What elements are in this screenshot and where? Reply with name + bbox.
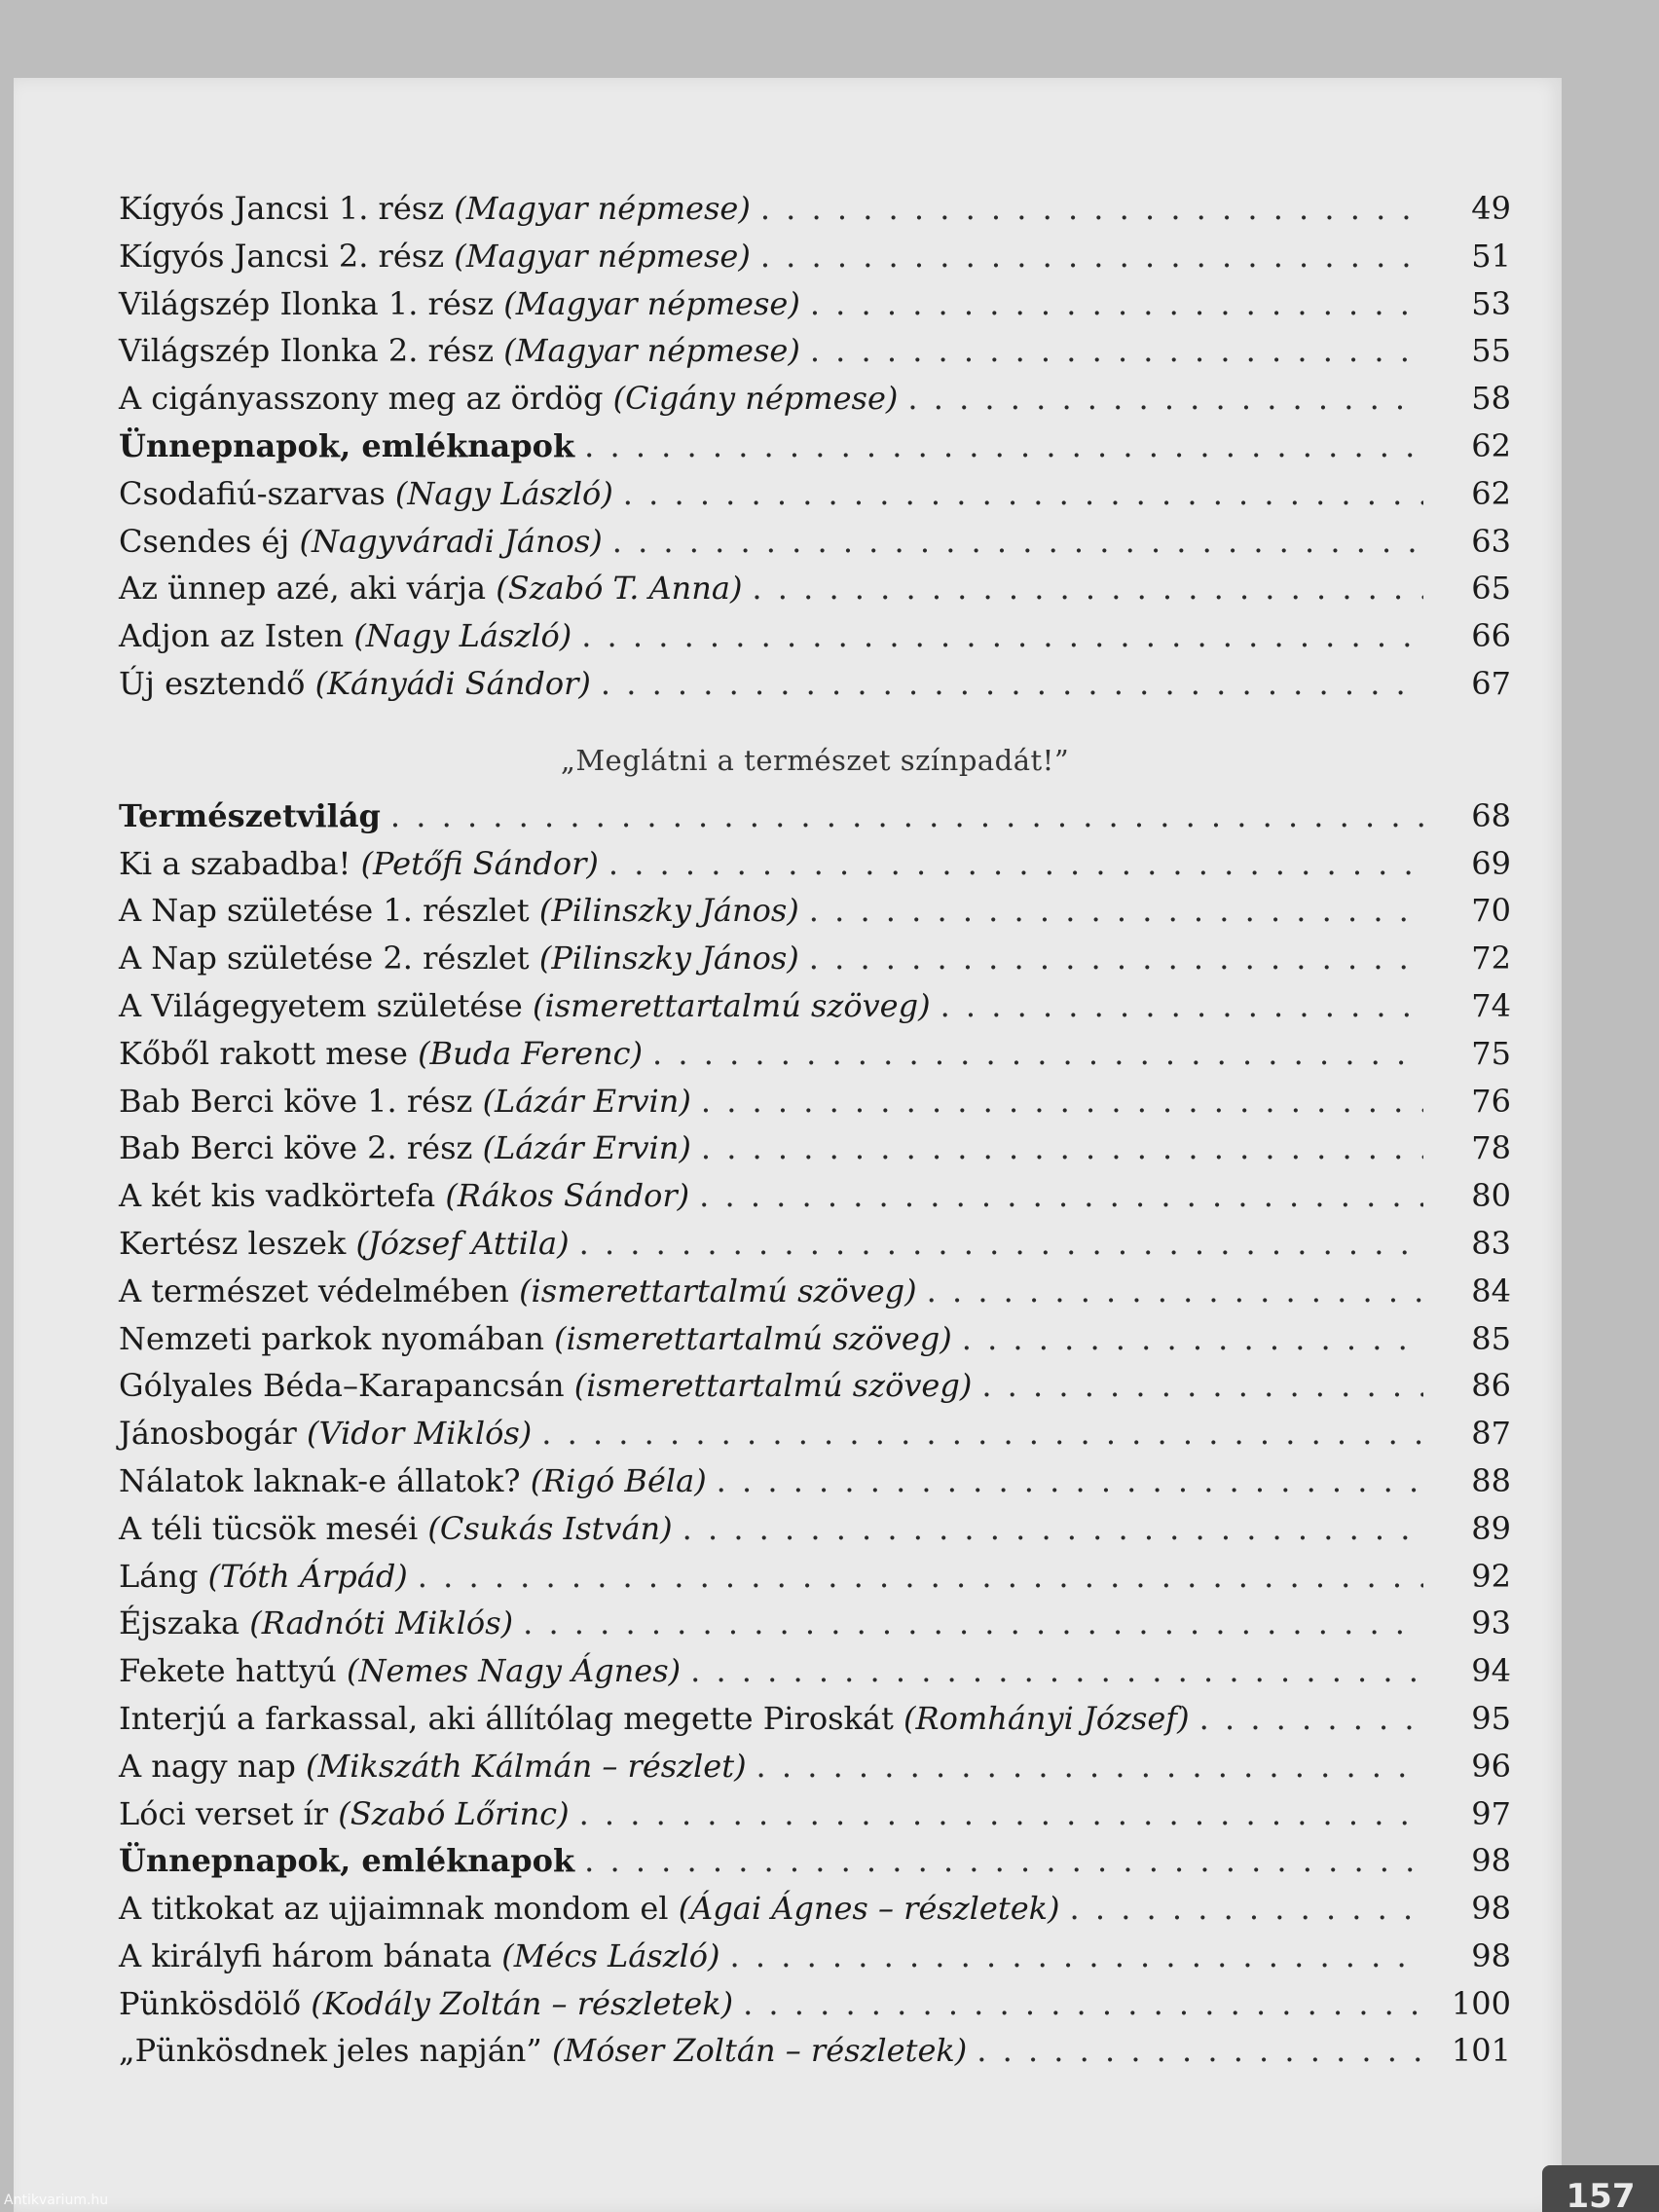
toc-entry-title bbox=[119, 1743, 747, 1790]
entry-page-number: 68 bbox=[1471, 796, 1511, 834]
entry-author: (Rigó Béla) bbox=[530, 1461, 707, 1499]
dot-leader bbox=[1199, 1695, 1423, 1743]
toc-group-2 bbox=[119, 793, 1511, 2076]
entry-author: (Nagyváradi János) bbox=[299, 522, 603, 560]
entry-page-number: 75 bbox=[1471, 1034, 1511, 1072]
toc-entry-title bbox=[119, 1220, 570, 1268]
entry-title-text: Láng bbox=[119, 1557, 208, 1595]
entry-title-text: Jánosbogár bbox=[119, 1415, 307, 1453]
page-number: 157 bbox=[1566, 2177, 1636, 2212]
toc-entry bbox=[119, 1600, 1511, 1647]
toc-entry-title bbox=[119, 1980, 733, 2028]
dot-leader bbox=[756, 1743, 1423, 1790]
toc-entry-title bbox=[119, 1362, 972, 1410]
entry-page-number: 97 bbox=[1471, 1794, 1511, 1832]
entry-author: (Radnóti Miklós) bbox=[249, 1604, 514, 1642]
dot-leader bbox=[810, 327, 1423, 375]
toc-entry-title bbox=[119, 565, 742, 612]
toc-entry-title bbox=[119, 612, 571, 660]
entry-title-text: Bab Berci köve 1. rész bbox=[119, 1082, 483, 1120]
page-number-tab bbox=[1542, 2165, 1659, 2212]
entry-title-text: A királyfi három bánata bbox=[119, 1936, 502, 1974]
dot-leader bbox=[927, 1268, 1423, 1315]
entry-title-text: Kőből rakott mese bbox=[119, 1034, 419, 1072]
toc-entry bbox=[119, 1695, 1511, 1743]
chapter-title: „Meglátni a természet színpadát!” bbox=[560, 743, 1070, 777]
dot-leader bbox=[584, 423, 1423, 470]
toc-entry-title bbox=[119, 423, 574, 470]
toc-section-heading bbox=[119, 793, 1511, 840]
entry-title-text: Az ünnep azé, aki várja bbox=[119, 570, 497, 608]
entry-title-text: Világszép Ilonka 2. rész bbox=[119, 332, 504, 370]
entry-page-number: 96 bbox=[1471, 1747, 1511, 1785]
toc-entry-title bbox=[119, 1315, 952, 1363]
entry-page-number: 95 bbox=[1471, 1699, 1511, 1737]
entry-page-number: 92 bbox=[1471, 1557, 1511, 1595]
toc-entry-title bbox=[119, 470, 613, 518]
entry-author: (Buda Ferenc) bbox=[418, 1034, 644, 1072]
entry-author: (ismerettartalmú szöveg) bbox=[573, 1367, 973, 1405]
entry-page-number: 93 bbox=[1471, 1604, 1511, 1642]
entry-page-number: 83 bbox=[1471, 1224, 1511, 1262]
entry-page-number: 100 bbox=[1451, 1984, 1511, 2022]
entry-page-number: 78 bbox=[1471, 1129, 1511, 1167]
entry-author: (Nagy László) bbox=[394, 474, 613, 512]
toc-entry bbox=[119, 470, 1511, 518]
toc-entry bbox=[119, 1980, 1511, 2028]
entry-title-text: A Világegyetem születése bbox=[119, 986, 533, 1024]
entry-title-text: Kertész leszek bbox=[119, 1224, 356, 1262]
toc-entry-title bbox=[119, 233, 751, 280]
watermark: Antikvarium.hu bbox=[4, 2193, 109, 2208]
entry-title-text: Csodafiú-szarvas bbox=[119, 474, 395, 512]
toc-entry bbox=[119, 1933, 1511, 1980]
entry-page-number: 80 bbox=[1471, 1177, 1511, 1215]
entry-author: (Magyar népmese) bbox=[454, 237, 751, 275]
toc-entry bbox=[119, 1315, 1511, 1363]
table-of-contents bbox=[119, 185, 1511, 2075]
entry-page-number: 51 bbox=[1471, 237, 1511, 275]
entry-page-number: 94 bbox=[1471, 1652, 1511, 1690]
entry-page-number: 63 bbox=[1471, 522, 1511, 560]
toc-entry-title bbox=[119, 1790, 570, 1838]
entry-author: (Mikszáth Kálmán – részlet) bbox=[306, 1747, 747, 1785]
toc-entry-title bbox=[119, 1410, 532, 1457]
toc-entry bbox=[119, 565, 1511, 612]
dot-leader bbox=[601, 660, 1423, 708]
entry-author: (Ágai Ágnes – részletek) bbox=[678, 1890, 1060, 1928]
toc-entry bbox=[119, 2027, 1511, 2075]
entry-author: (ismerettartalmú szöveg) bbox=[519, 1272, 917, 1309]
toc-entry bbox=[119, 1268, 1511, 1315]
dot-leader bbox=[701, 1078, 1423, 1125]
entry-page-number: 101 bbox=[1451, 2032, 1511, 2070]
dot-leader bbox=[682, 1505, 1423, 1553]
entry-title-text: Ünnepnapok, emléknapok bbox=[119, 426, 575, 464]
dot-leader bbox=[962, 1315, 1423, 1363]
entry-author: (Pilinszky János) bbox=[538, 940, 799, 977]
dot-leader bbox=[701, 1124, 1423, 1172]
entry-title-text: A téli tücsök meséi bbox=[119, 1509, 428, 1547]
toc-entry-title bbox=[119, 1268, 917, 1315]
entry-title-text: A természet védelmében bbox=[119, 1272, 520, 1309]
toc-entry bbox=[119, 1505, 1511, 1553]
dot-leader bbox=[977, 2027, 1423, 2075]
dot-leader bbox=[810, 280, 1423, 328]
entry-title-text: Kígyós Jancsi 2. rész bbox=[119, 237, 455, 275]
entry-title-text: A nagy nap bbox=[119, 1747, 307, 1785]
toc-entry-title bbox=[119, 1172, 689, 1220]
dot-leader bbox=[690, 1647, 1423, 1695]
toc-entry-title bbox=[119, 935, 799, 982]
entry-page-number: 98 bbox=[1471, 1936, 1511, 1974]
toc-entry bbox=[119, 375, 1511, 423]
dot-leader bbox=[743, 1980, 1423, 2028]
entry-author: (Szabó T. Anna) bbox=[496, 570, 743, 608]
entry-author: (Mécs László) bbox=[501, 1936, 720, 1974]
dot-leader bbox=[418, 1553, 1423, 1601]
toc-section-heading bbox=[119, 423, 1511, 470]
entry-title-text: Kígyós Jancsi 1. rész bbox=[119, 190, 455, 227]
entry-page-number: 76 bbox=[1471, 1082, 1511, 1120]
toc-entry-title bbox=[119, 1553, 408, 1601]
toc-entry-title bbox=[119, 982, 931, 1030]
entry-page-number: 98 bbox=[1471, 1890, 1511, 1928]
entry-title-text: Nálatok laknak-e állatok? bbox=[119, 1461, 531, 1499]
entry-page-number: 53 bbox=[1471, 284, 1511, 322]
entry-page-number: 88 bbox=[1471, 1461, 1511, 1499]
entry-page-number: 62 bbox=[1471, 474, 1511, 512]
toc-entry bbox=[119, 1647, 1511, 1695]
dot-leader bbox=[760, 233, 1423, 280]
entry-author: (Nemes Nagy Ágnes) bbox=[346, 1652, 682, 1690]
entry-title-text: A Nap születése 1. részlet bbox=[119, 892, 539, 930]
entry-author: (József Attila) bbox=[355, 1224, 570, 1262]
entry-title-text: Ünnepnapok, emléknapok bbox=[119, 1842, 575, 1880]
entry-author: (Nagy László) bbox=[353, 617, 572, 655]
entry-author: (Pilinszky János) bbox=[538, 892, 799, 930]
toc-entry-title bbox=[119, 375, 898, 423]
entry-page-number: 66 bbox=[1471, 617, 1511, 655]
entry-page-number: 58 bbox=[1471, 380, 1511, 418]
dot-leader bbox=[809, 887, 1423, 935]
entry-author: (Rákos Sándor) bbox=[445, 1177, 690, 1215]
entry-page-number: 49 bbox=[1471, 190, 1511, 227]
dot-leader bbox=[809, 935, 1423, 982]
entry-author: (Szabó Lőrinc) bbox=[338, 1794, 570, 1832]
entry-author: (Cigány népmese) bbox=[612, 380, 899, 418]
dot-leader bbox=[579, 1220, 1423, 1268]
entry-title-text: Bab Berci köve 2. rész bbox=[119, 1129, 483, 1167]
entry-page-number: 62 bbox=[1471, 426, 1511, 464]
entry-title-text: A két kis vadkörtefa bbox=[119, 1177, 446, 1215]
toc-entry-title bbox=[119, 1078, 691, 1125]
toc-entry-title bbox=[119, 518, 603, 566]
entry-title-text: Gólyales Béda–Karapancsán bbox=[119, 1367, 574, 1405]
toc-entry bbox=[119, 1078, 1511, 1125]
toc-entry bbox=[119, 1885, 1511, 1933]
toc-entry-title bbox=[119, 1933, 720, 1980]
dot-leader bbox=[699, 1172, 1423, 1220]
entry-author: (Kányádi Sándor) bbox=[314, 664, 591, 702]
entry-title-text: A titkokat az ujjaimnak mondom el bbox=[119, 1890, 679, 1928]
toc-entry bbox=[119, 1124, 1511, 1172]
dot-leader bbox=[760, 185, 1423, 233]
dot-leader bbox=[390, 793, 1423, 840]
toc-entry-title bbox=[119, 1600, 513, 1647]
entry-title-text: Csendes éj bbox=[119, 522, 300, 560]
toc-entry bbox=[119, 233, 1511, 280]
toc-entry-title bbox=[119, 1837, 574, 1885]
entry-author: (Csukás István) bbox=[427, 1509, 673, 1547]
toc-entry bbox=[119, 660, 1511, 708]
toc-entry-title bbox=[119, 1124, 691, 1172]
toc-entry bbox=[119, 982, 1511, 1030]
toc-entry-title bbox=[119, 185, 751, 233]
toc-entry-title bbox=[119, 1647, 681, 1695]
entry-author: (Romhányi József) bbox=[903, 1699, 1190, 1737]
toc-entry bbox=[119, 1790, 1511, 1838]
entry-author: (Petőfi Sándor) bbox=[360, 844, 599, 882]
dot-leader bbox=[579, 1790, 1423, 1838]
toc-entry-title bbox=[119, 327, 800, 375]
entry-author: (Magyar népmese) bbox=[503, 284, 800, 322]
toc-entry bbox=[119, 185, 1511, 233]
toc-entry bbox=[119, 612, 1511, 660]
toc-entry-title bbox=[119, 887, 799, 935]
toc-entry bbox=[119, 1220, 1511, 1268]
dot-leader bbox=[752, 565, 1423, 612]
toc-entry bbox=[119, 327, 1511, 375]
toc-entry bbox=[119, 840, 1511, 888]
toc-entry bbox=[119, 887, 1511, 935]
entry-author: (Tóth Árpád) bbox=[207, 1557, 408, 1595]
entry-page-number: 74 bbox=[1471, 986, 1511, 1024]
entry-page-number: 72 bbox=[1471, 940, 1511, 977]
toc-entry-title bbox=[119, 840, 599, 888]
toc-entry-title bbox=[119, 793, 381, 840]
entry-author: (ismerettartalmú szöveg) bbox=[533, 986, 931, 1024]
toc-entry-title bbox=[119, 1505, 673, 1553]
entry-title-text: Világszép Ilonka 1. rész bbox=[119, 284, 504, 322]
entry-page-number: 89 bbox=[1471, 1509, 1511, 1547]
entry-author: (Vidor Miklós) bbox=[306, 1415, 533, 1453]
dot-leader bbox=[608, 840, 1423, 888]
entry-title-text: Adjon az Isten bbox=[119, 617, 354, 655]
entry-title-text: Fekete hattyú bbox=[119, 1652, 347, 1690]
dot-leader bbox=[730, 1933, 1423, 1980]
toc-entry-title bbox=[119, 1457, 707, 1505]
entry-title-text: Pünkösdölő bbox=[119, 1984, 312, 2022]
dot-leader bbox=[612, 518, 1423, 566]
entry-page-number: 69 bbox=[1471, 844, 1511, 882]
dot-leader bbox=[940, 982, 1423, 1030]
entry-author: (Kodály Zoltán – részletek) bbox=[311, 1984, 734, 2022]
entry-title-text: „Pünkösdnek jeles napján” bbox=[119, 2032, 552, 2070]
dot-leader bbox=[981, 1362, 1423, 1410]
toc-entry-title bbox=[119, 1885, 1060, 1933]
toc-entry-title bbox=[119, 280, 800, 328]
toc-entry bbox=[119, 1362, 1511, 1410]
entry-page-number: 70 bbox=[1471, 892, 1511, 930]
entry-page-number: 86 bbox=[1471, 1367, 1511, 1405]
toc-entry bbox=[119, 1030, 1511, 1078]
toc-entry-title bbox=[119, 1030, 643, 1078]
toc-entry-title bbox=[119, 2027, 967, 2075]
entry-page-number: 85 bbox=[1471, 1319, 1511, 1357]
entry-title-text: Lóci verset ír bbox=[119, 1794, 339, 1832]
toc-entry bbox=[119, 280, 1511, 328]
entry-title-text: Új esztendő bbox=[119, 664, 315, 702]
entry-author: (Lázár Ervin) bbox=[482, 1129, 691, 1167]
entry-title-text: Ki a szabadba! bbox=[119, 844, 361, 882]
entry-author: (Lázár Ervin) bbox=[482, 1082, 691, 1120]
entry-page-number: 67 bbox=[1471, 664, 1511, 702]
toc-entry bbox=[119, 1457, 1511, 1505]
dot-leader bbox=[623, 470, 1423, 518]
dot-leader bbox=[652, 1030, 1423, 1078]
dot-leader bbox=[581, 612, 1423, 660]
entry-author: (Magyar népmese) bbox=[454, 190, 751, 227]
toc-entry bbox=[119, 1410, 1511, 1457]
toc-entry bbox=[119, 935, 1511, 982]
toc-entry bbox=[119, 518, 1511, 566]
dot-leader bbox=[584, 1837, 1423, 1885]
entry-page-number: 65 bbox=[1471, 570, 1511, 608]
entry-title-text: Éjszaka bbox=[119, 1604, 250, 1642]
toc-entry-title bbox=[119, 660, 591, 708]
toc-entry bbox=[119, 1743, 1511, 1790]
dot-leader bbox=[907, 375, 1423, 423]
dot-leader bbox=[1070, 1885, 1423, 1933]
entry-page-number: 98 bbox=[1471, 1842, 1511, 1880]
toc-entry bbox=[119, 1172, 1511, 1220]
toc-entry bbox=[119, 1553, 1511, 1601]
toc-section-heading bbox=[119, 1837, 1511, 1885]
entry-author: (ismerettartalmú szöveg) bbox=[554, 1319, 952, 1357]
dot-leader bbox=[717, 1457, 1423, 1505]
entry-title-text: Interjú a farkassal, aki állítólag megette Piroskát bbox=[119, 1699, 904, 1737]
entry-title-text: Nemzeti parkok nyomában bbox=[119, 1319, 555, 1357]
dot-leader bbox=[523, 1600, 1423, 1647]
entry-title-text: Természetvilág bbox=[119, 796, 381, 834]
entry-author: (Móser Zoltán – részletek) bbox=[551, 2032, 968, 2070]
entry-author: (Magyar népmese) bbox=[503, 332, 800, 370]
dot-leader bbox=[541, 1410, 1423, 1457]
entry-title-text: A cigányasszony meg az ördög bbox=[119, 380, 613, 418]
entry-page-number: 84 bbox=[1471, 1272, 1511, 1309]
entry-page-number: 87 bbox=[1471, 1415, 1511, 1453]
toc-group-1 bbox=[119, 185, 1511, 708]
toc-entry-title bbox=[119, 1695, 1190, 1743]
entry-page-number: 55 bbox=[1471, 332, 1511, 370]
entry-title-text: A Nap születése 2. részlet bbox=[119, 940, 539, 977]
